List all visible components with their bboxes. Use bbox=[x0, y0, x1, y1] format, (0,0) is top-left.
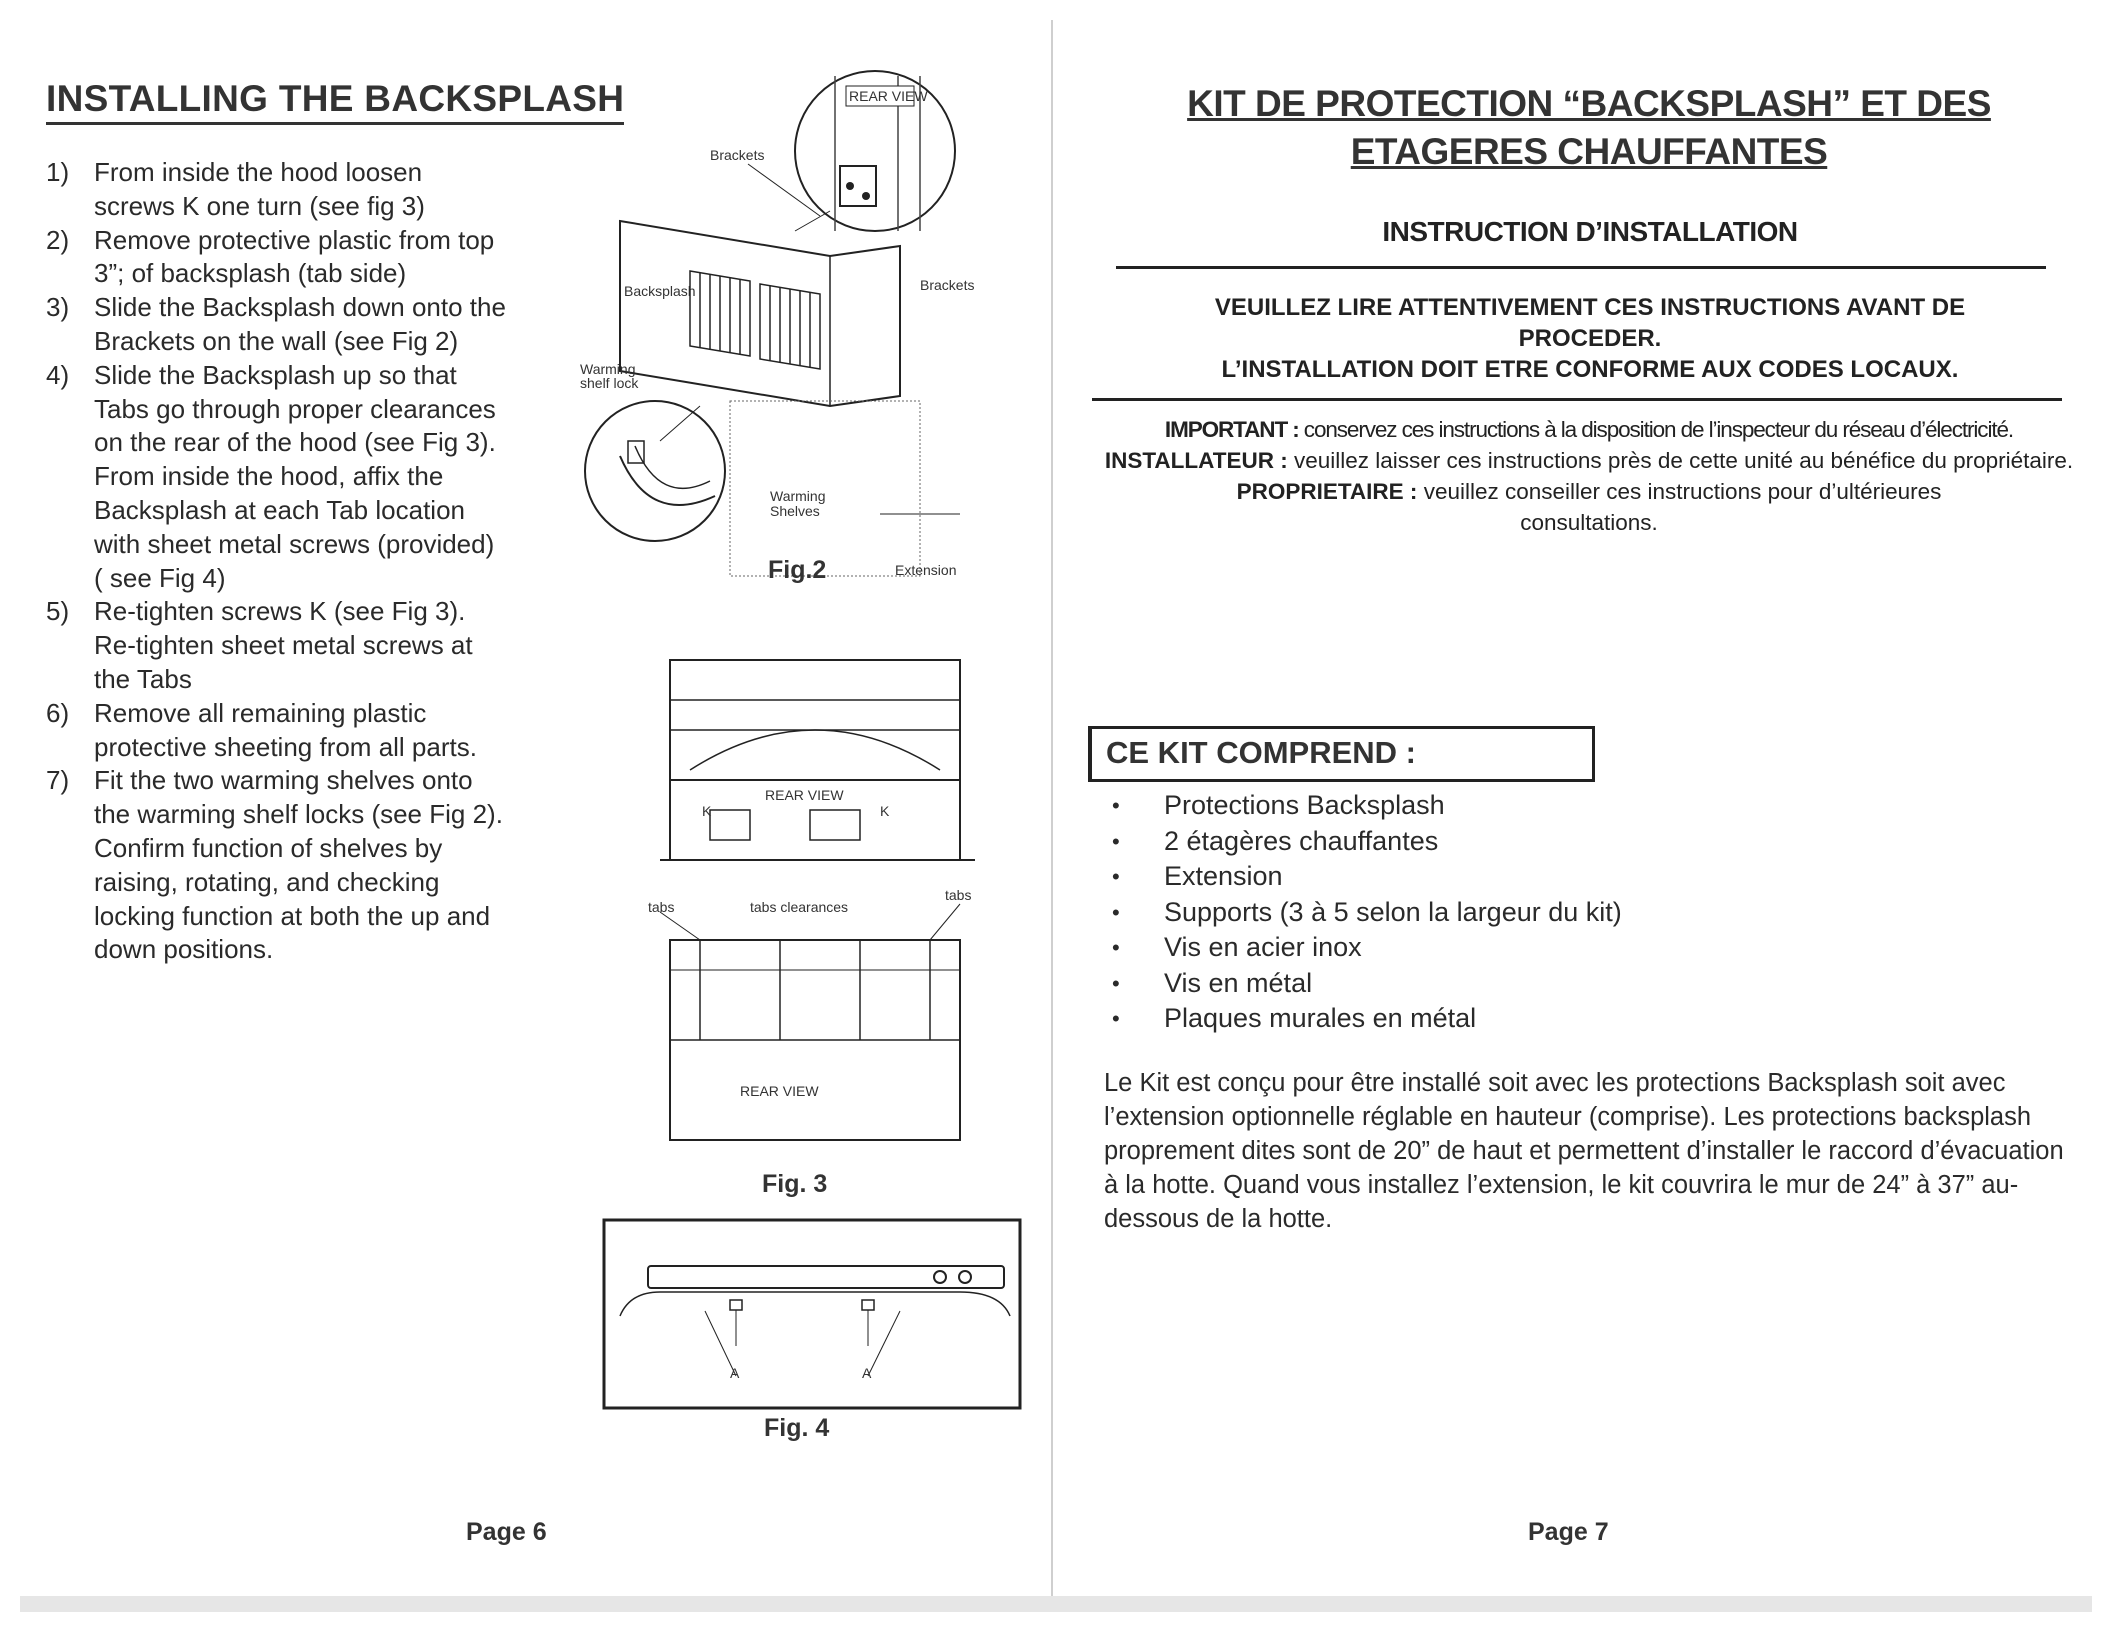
list-item: • Supports (3 à 5 selon la largeur du kit) bbox=[1108, 895, 1622, 931]
fig2-backsplash-label: Backsplash bbox=[624, 283, 696, 299]
installation-steps bbox=[46, 156, 506, 967]
fig-3-label: Fig. 3 bbox=[762, 1170, 828, 1198]
step-text: Remove protective plastic from top 3”; of backsplash (tab side) bbox=[94, 224, 495, 289]
step-text: Slide the Backsplash down onto the Brackets on the wall (see Fig 2) bbox=[94, 292, 506, 356]
warning-line-1: VEUILLEZ LIRE ATTENTIVEMENT CES INSTRUCTIONS AVANT DE bbox=[1214, 294, 1966, 321]
step-item bbox=[46, 291, 506, 359]
fig4-a-left-label: A bbox=[730, 1365, 740, 1381]
fig4-a-right-label: A bbox=[862, 1365, 872, 1381]
page-7-title-line-2: ETAGERES CHAUFFANTES bbox=[1350, 131, 1828, 172]
warning-block bbox=[1110, 292, 2070, 385]
list-item: • Vis en métal bbox=[1108, 966, 1622, 1002]
divider bbox=[1092, 398, 2062, 401]
fig2-warming-lock-label-1: Warming bbox=[580, 361, 636, 377]
step-text: Fit the two warming shelves onto the warming shelf locks (see Fig 2). Confirm function of shelves by raising, rotating, and checking locking function at both the up and down positions. bbox=[94, 765, 503, 965]
kit-description: Le Kit est conçu pour être installé soit avec les protections Backsplash soit avec l’extension optionnelle réglable en hauteur (comprise). Les protections backsplash proprement dites sont de 20” de haut et permettent d’installer le raccord d’évacuation à la hotte. Quand vous installez l’extension, le kit couvrira le mur de 24” à 37” au-dessous de la hotte. bbox=[1104, 1069, 2064, 1233]
proprietaire-note bbox=[1096, 476, 2082, 538]
important-text: conservez ces instructions à la disposition de l’inspecteur du réseau d’électricité. bbox=[1303, 417, 2014, 442]
installateur-note bbox=[1096, 445, 2082, 476]
fig2-rear-view-label: REAR VIEW bbox=[849, 88, 928, 104]
installateur-label: INSTALLATEUR : bbox=[1104, 448, 1288, 473]
step-number: 6) bbox=[46, 697, 70, 728]
step-number: 5) bbox=[46, 596, 70, 627]
list-item: • Extension bbox=[1108, 859, 1622, 895]
page-7-number: Page 7 bbox=[1528, 1518, 1609, 1546]
step-text: Remove all remaining plastic protective sheeting from all parts. bbox=[94, 697, 477, 762]
list-item: • 2 étagères chauffantes bbox=[1108, 824, 1622, 860]
step-item bbox=[46, 595, 506, 696]
list-item: • Protections Backsplash bbox=[1108, 788, 1622, 824]
fig2-brackets-top-label: Brackets bbox=[710, 147, 765, 163]
proprietaire-label: PROPRIETAIRE : bbox=[1236, 479, 1418, 504]
fig-2-diagram bbox=[580, 56, 980, 596]
step-text: Re-tighten screws K (see Fig 3). Re-tighten sheet metal screws at the Tabs bbox=[94, 596, 473, 694]
fig3-tabs-clearances-label: tabs clearances bbox=[750, 899, 849, 915]
fig3-tabs-left-label: tabs bbox=[648, 899, 675, 915]
fig2-warming-shelves-label-2: Shelves bbox=[770, 503, 820, 519]
fig-2-label: Fig.2 bbox=[768, 556, 827, 584]
important-label: IMPORTANT : bbox=[1164, 417, 1299, 442]
step-item bbox=[46, 359, 506, 596]
important-note bbox=[1096, 414, 2082, 445]
notes-block bbox=[1096, 414, 2082, 538]
step-item bbox=[46, 764, 506, 967]
fig3-k-left-label: K bbox=[702, 803, 712, 819]
page-6-number: Page 6 bbox=[466, 1518, 547, 1546]
warning-line-2: PROCEDER. bbox=[1518, 325, 1662, 352]
fig3-rear-view-bottom-label: REAR VIEW bbox=[740, 1083, 819, 1099]
page-6 bbox=[0, 0, 1050, 1600]
fig2-warming-shelves-label-1: Warming bbox=[770, 488, 826, 504]
step-number: 7) bbox=[46, 765, 70, 796]
page-7-title bbox=[1090, 80, 2088, 176]
list-item: • Plaques murales en métal bbox=[1108, 1001, 1622, 1037]
kit-heading: CE KIT COMPREND : bbox=[1106, 735, 1416, 770]
fig2-warming-lock-label-2: shelf lock bbox=[580, 375, 639, 391]
kit-contents-list bbox=[1108, 788, 1622, 1037]
step-number: 2) bbox=[46, 224, 70, 255]
fig-4-diagram bbox=[600, 1216, 1024, 1412]
step-number: 4) bbox=[46, 359, 70, 390]
fig3-k-right-label: K bbox=[880, 803, 890, 819]
installateur-text: veuillez laisser ces instructions près de cette unité au bénéfice du propriétaire. bbox=[1293, 448, 2074, 473]
list-item: • Vis en acier inox bbox=[1108, 930, 1622, 966]
instruction-title: INSTRUCTION D’INSTALLATION bbox=[1382, 216, 1798, 247]
fig3-tabs-right-label: tabs bbox=[945, 887, 972, 903]
step-number: 3) bbox=[46, 292, 70, 323]
fig2-extension-label: Extension bbox=[895, 562, 957, 578]
scan-edge bbox=[20, 1596, 2092, 1612]
proprietaire-text: veuillez conseiller ces instructions pour d’ultérieures consultations. bbox=[1423, 479, 1942, 535]
divider bbox=[1116, 266, 2046, 269]
step-text: From inside the hood loosen screws K one turn (see fig 3) bbox=[94, 157, 425, 221]
fig2-brackets-right-label: Brackets bbox=[920, 277, 975, 293]
fig-3-diagram bbox=[630, 650, 1010, 1160]
page-6-title: INSTALLING THE BACKSPLASH bbox=[46, 78, 624, 125]
step-item bbox=[46, 156, 506, 224]
step-number: 1) bbox=[46, 157, 70, 187]
step-text: Slide the Backsplash up so that Tabs go through proper clearances on the rear of the hood (see Fig 3). From inside the hood, affix the Backsplash at each Tab location with sheet metal screws (provided) ( see Fig 4) bbox=[94, 359, 496, 593]
fig3-rear-view-top-label: REAR VIEW bbox=[765, 787, 844, 803]
warning-line-3: L’INSTALLATION DOIT ETRE CONFORME AUX CODES LOCAUX. bbox=[1221, 356, 1959, 383]
kit-heading-box bbox=[1088, 726, 1595, 782]
book-spine bbox=[1051, 20, 1053, 1600]
step-item bbox=[46, 697, 506, 765]
fig-4-label: Fig. 4 bbox=[764, 1414, 830, 1442]
page-7-title-line-1: KIT DE PROTECTION “BACKSPLASH” ET DES bbox=[1187, 83, 1991, 124]
step-item bbox=[46, 224, 506, 292]
